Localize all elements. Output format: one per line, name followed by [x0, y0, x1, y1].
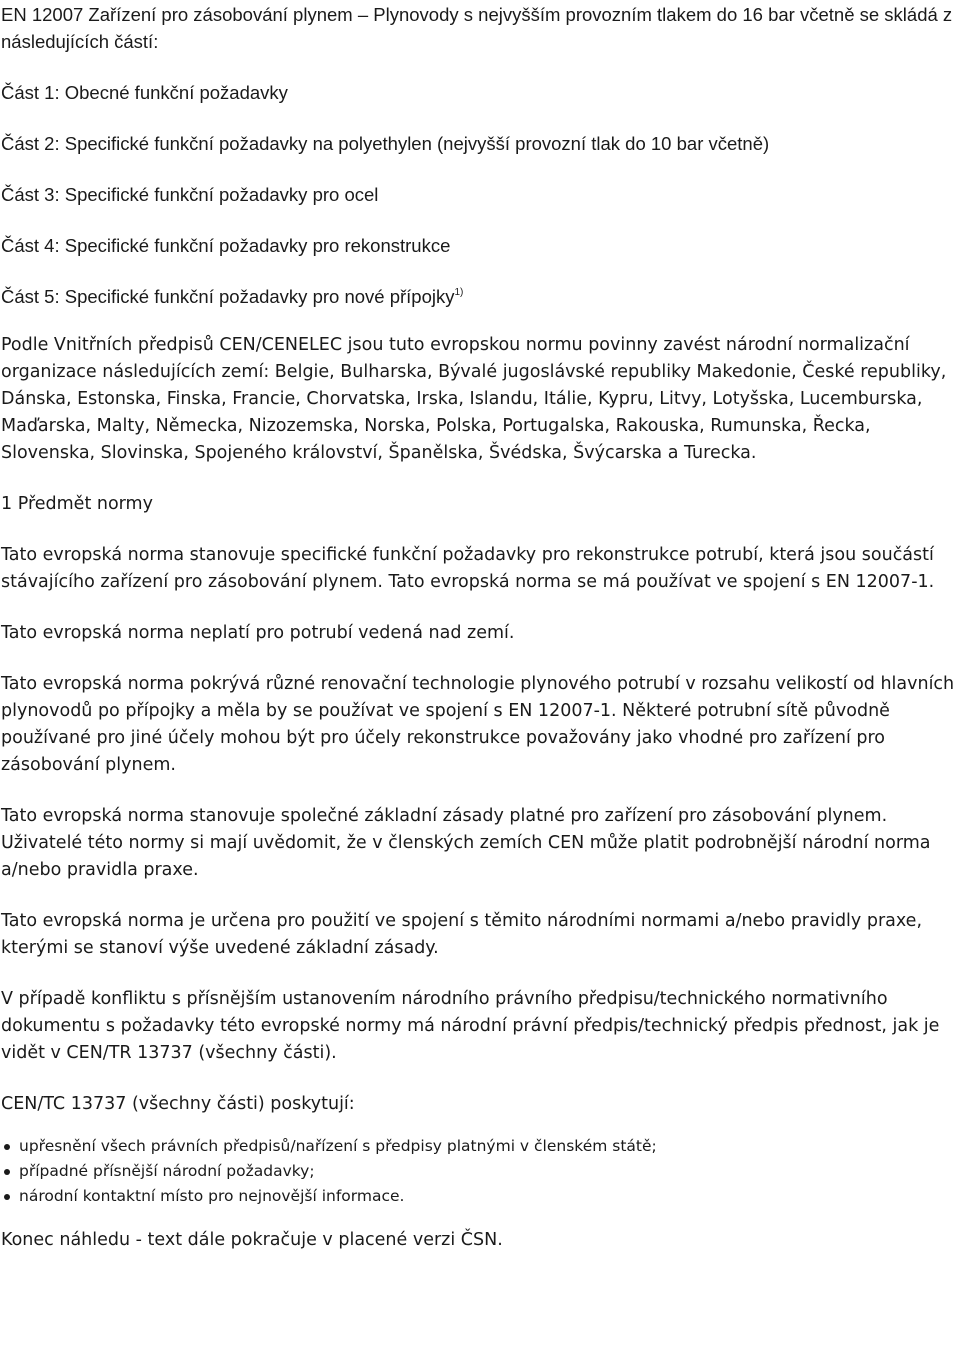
section-heading: 1 Předmět normy	[1, 494, 153, 514]
document-title: EN 12007 Zařízení pro zásobování plynem – Plynovody s nejvyšším provozním tlakem do 16 bar včetně se skládá z následujících částí:	[1, 4, 953, 52]
scope-paragraph-6: V případě konfliktu s přísnějším ustanovením národního právního předpisu/technického normativního dokumentu s požadavky této evropské normy má národní právní předpis/technický předpis přednost, jak je vidět v CEN/TR 13737 (všechny části).	[1, 989, 940, 1063]
part-5	[1, 283, 960, 310]
part-5-label: Část 5: Specifické funkční požadavky pro nové přípojky	[1, 286, 455, 307]
list-item: národní kontaktní místo pro nejnovější informace.	[1, 1184, 960, 1209]
part-3: Část 3: Specifické funkční požadavky pro ocel	[1, 184, 379, 205]
scope-paragraph-3: Tato evropská norma pokrývá různé renovační technologie plynového potrubí v rozsahu velikostí od hlavních plynovodů po přípojky a měla by se používat ve spojení s EN 12007-1. Některé potrubní sítě původně používané pro jiné účely mohou být pro účely rekonstrukce považovány jako vhodné pro zařízení pro zásobování plynem.	[1, 674, 955, 775]
part-4: Část 4: Specifické funkční požadavky pro rekonstrukce	[1, 235, 451, 256]
list-item: případné přísnější národní požadavky;	[1, 1159, 960, 1184]
part-2: Část 2: Specifické funkční požadavky na polyethylen (nejvyšší provozní tlak do 10 bar včetně)	[1, 133, 770, 154]
footnote-marker: 1)	[454, 287, 464, 298]
scope-paragraph-4: Tato evropská norma stanovuje společné základní zásady platné pro zařízení pro zásobování plynem. Uživatelé této normy si mají uvědomit, že v členských zemích CEN může platit podrobnější národní norma a/nebo pravidla praxe.	[1, 806, 931, 880]
scope-paragraph-1: Tato evropská norma stanovuje specifické funkční požadavky pro rekonstrukce potrubí, která jsou součástí stávajícího zařízení pro zásobování plynem. Tato evropská norma se má používat ve spojení s EN 12007-1.	[1, 545, 935, 592]
bullet-list	[1, 1134, 960, 1209]
preview-end-notice: Konec náhledu - text dále pokračuje v placené verzi ČSN.	[1, 1230, 503, 1250]
part-1: Část 1: Obecné funkční požadavky	[1, 82, 288, 103]
list-item: upřesnění všech právních předpisů/nařízení s předpisy platnými v členském státě;	[1, 1134, 960, 1159]
cenelec-paragraph: Podle Vnitřních předpisů CEN/CENELEC jsou tuto evropskou normu povinny zavést národní normalizační organizace následujících zemí: Belgie, Bulharska, Bývalé jugoslávské republiky Makedonie, České republiky, Dánska, Estonska, Finska, Francie, Chorvatska, Irska, Islandu, Itálie, Kypru, Litvy, Lotyšska, Lucemburska, Maďarska, Malty, Německa, Nizozemska, Norska, Polska, Portugalska, Rakouska, Rumunska, Řecka, Slovenska, Slovinska, Spojeného království, Španělska, Švédska, Švýcarska a Turecka.	[1, 335, 947, 463]
scope-paragraph-5: Tato evropská norma je určena pro použití ve spojení s těmito národními normami a/nebo pravidly praxe, kterými se stanoví výše uvedené základní zásady.	[1, 911, 923, 958]
scope-paragraph-7: CEN/TC 13737 (všechny části) poskytují:	[1, 1094, 355, 1114]
scope-paragraph-2: Tato evropská norma neplatí pro potrubí vedená nad zemí.	[1, 623, 515, 643]
